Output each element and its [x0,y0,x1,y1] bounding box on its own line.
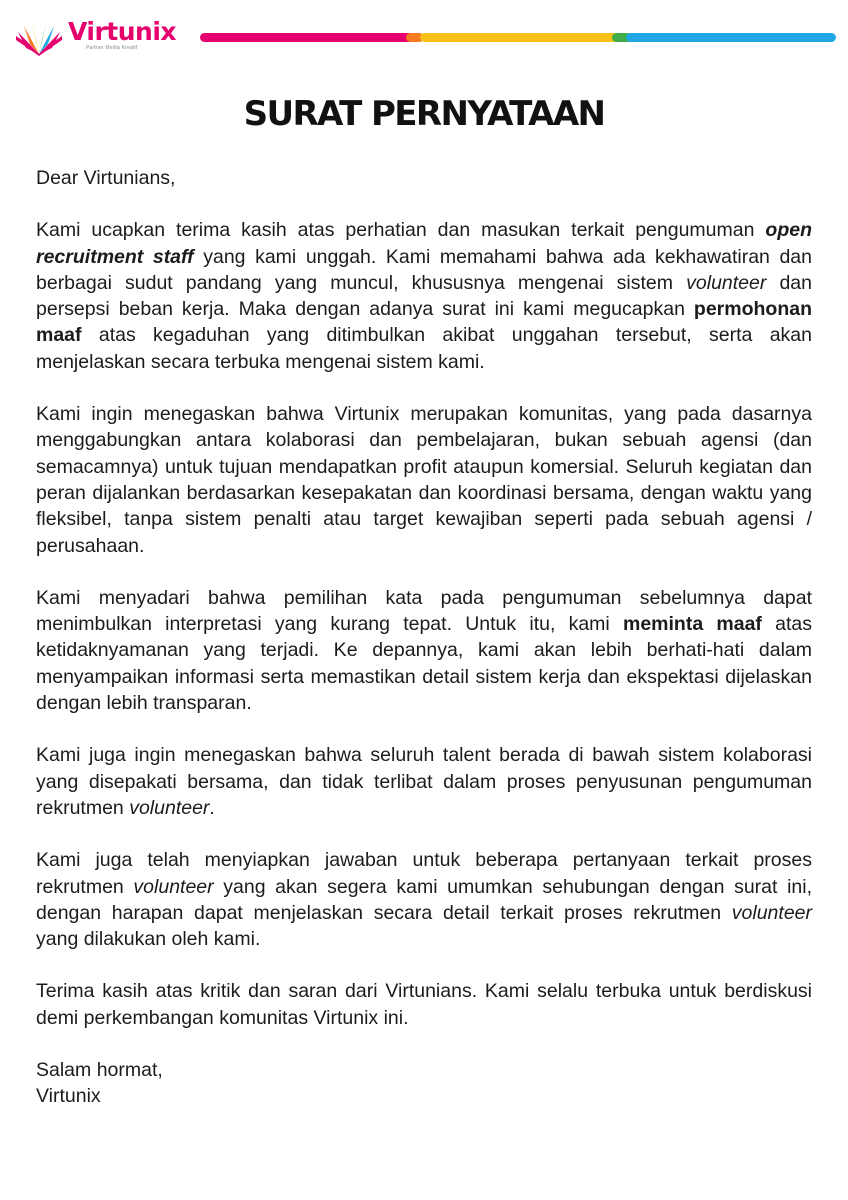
paragraph-1 [36,217,812,375]
text-run: Kami juga ingin menegaskan bahwa seluruh talent berada di bawah sistem kolaborasi yang disepakati bersama, dan tidak terlibat dalam proses penyusunan pengumuman rekrutmen [36,744,812,819]
logo-book-icon [14,18,64,56]
emphasis-run: open recruitment staff [36,219,812,268]
paragraph-3 [36,585,812,716]
text-run: yang kami unggah. Kami memahami bahwa ada kekhawatiran dan berbagai sudut pandang yang muncul, khususnya mengenai sistem [36,245,812,294]
text-run: Kami juga telah menyiapkan jawaban untuk beberapa pertanyaan terkait proses rekrutmen [36,849,812,898]
paragraph-5 [36,847,812,952]
text-run: . [209,796,215,819]
emphasis-run: meminta maaf [622,613,762,636]
text-run: atas ketidaknyamanan yang terjadi. Ke depannya, kami akan lebih berhati-hati dalam menyampaikan informasi serta memastikan detail sistem kerja dan ekspektasi dijelaskan dengan lebih transparan. [36,613,812,715]
text-run: dan persepsi beban kerja. Maka dengan adanya surat ini kami megucapkan [36,271,812,321]
text-run: volunteer [129,796,210,819]
paragraph-4 [36,742,812,821]
emphasis-run: permohonan maaf [36,298,812,347]
text-run: yang akan segera kami umumkan sehubungan dengan surat ini, dengan harapan dapat menjelaskan secara detail terkait proses rekrutmen [36,875,812,924]
text-run: Kami ucapkan terima kasih atas perhatian dan masukan terkait pengumuman [36,219,766,242]
text-run: yang dilakukan oleh kami. [36,928,261,951]
letter-body [36,165,812,1110]
paragraph-2 [36,401,812,559]
text-run: volunteer [686,271,767,294]
logo-wordmark: Virtunix [68,17,177,46]
greeting: Dear Virtunians, [36,167,176,189]
logo-tagline: Partner Media Kreatif [86,45,138,51]
text-run: Terima kasih atas kritik dan saran dari Virtunians. Kami selalu terbuka untuk berdiskusi demi perkembangan komunitas Virtunix ini. [36,980,812,1029]
paragraph-6 [36,978,812,1031]
virtunix-logo [14,18,176,58]
text-run: atas kegaduhan yang ditimbulkan akibat unggahan tersebut, serta akan menjelaskan secara terbuka mengenai sistem kami. [36,324,812,373]
text-run: volunteer [731,901,812,924]
brand-color-bar [200,33,836,42]
text-run: volunteer [133,875,214,898]
text-run: Kami ingin menegaskan bahwa Virtunix merupakan komunitas, yang pada dasarnya menggabungkan antara kolaborasi dan pembelajaran, bukan sebuah agensi (dan semacamnya) untuk tujuan mendapatkan profit ataupun komersial. Seluruh kegiatan dan peran dijalankan berdasarkan kesepakatan dan koordinasi bersama, dengan waktu yang fleksibel, tanpa sistem penalti atau target kewajiban seperti pada sebuah agensi / perusahaan. [36,403,812,557]
signature: Virtunix [36,1085,101,1108]
closing: Salam hormat, [36,1059,163,1082]
letterhead [0,0,848,80]
document-title: SURAT PERNYATAAN [243,94,605,134]
text-run: Kami menyadari bahwa pemilihan kata pada pengumuman sebelumnya dapat menimbulkan interpretasi yang kurang tepat. Untuk itu, kami [36,586,812,636]
